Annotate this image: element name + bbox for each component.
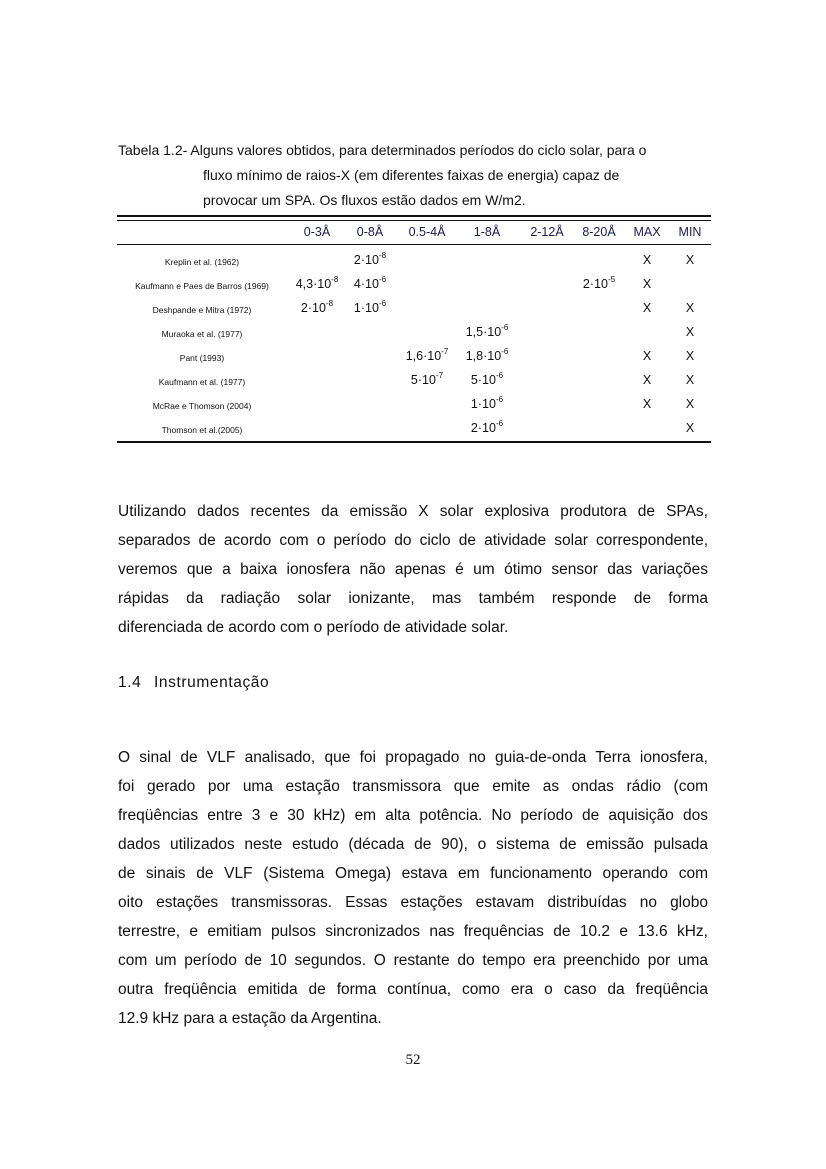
table-cell — [335, 301, 405, 315]
table-cell-exponent: -8 — [378, 251, 387, 260]
table-row-label: Kreplin et al. (1962) — [164, 257, 240, 267]
caption-line-2: fluxo mínimo de raios-X (em diferentes faixas de energia) capaz de — [203, 167, 620, 183]
table-header-cell: MIN — [678, 225, 702, 239]
table-row-label: Muraoka et al. (1977) — [161, 329, 243, 339]
table-cell-value: 5·10 — [410, 373, 436, 387]
paragraph-line: dados utilizados neste estudo (década de 90), o sistema de emissão pulsada — [118, 836, 708, 853]
table-cell-value: 1·10 — [470, 397, 496, 411]
table-header-cell: 0.5-4Å — [408, 225, 446, 239]
table-cell — [335, 253, 405, 267]
table-cell — [335, 277, 405, 291]
table-cell-exponent: -5 — [607, 275, 616, 284]
table-cell-exponent: -6 — [495, 395, 504, 404]
table-cell — [655, 301, 725, 315]
table-row-label: McRae e Thomson (2004) — [152, 401, 252, 411]
paragraph-line: separados de acordo com o período do ciclo de atividade solar correspondente, — [118, 532, 708, 549]
table-cell-value: 1·10 — [353, 301, 379, 315]
table-cell-value: X — [685, 421, 695, 435]
table-cell-value: X — [642, 277, 652, 291]
table-header-cell: 1-8Å — [473, 225, 501, 239]
table-cell — [655, 325, 725, 339]
caption-label: Tabela 1.2- — [118, 142, 188, 158]
table-cell-exponent: -6 — [501, 347, 509, 356]
table-cell-value: 4·10 — [353, 277, 379, 291]
table-cell-value: X — [642, 373, 652, 387]
table-cell — [655, 253, 725, 267]
table-rule-top — [117, 215, 711, 217]
table-cell-value: 2·10 — [353, 253, 379, 267]
paragraph-line: freqüências entre 3 e 30 kHz) em alta potência. No período de aquisição dos — [118, 807, 708, 824]
table-cell-exponent: -7 — [435, 371, 444, 380]
table-cell — [655, 397, 725, 411]
table-cell-exponent: -6 — [495, 371, 504, 380]
table-cell-value: X — [685, 325, 695, 339]
table-header-cell: 0-3Å — [303, 225, 331, 239]
table-cell-value: X — [685, 349, 695, 363]
paragraph-line: de sinais de VLF (Sistema Omega) estava em funcionamento operando com — [118, 865, 708, 882]
section-number: 1.4 — [118, 674, 142, 691]
paragraph-line: 12.9 kHz para a estação da Argentina. — [118, 1010, 382, 1027]
table-cell-value: X — [642, 349, 652, 363]
paragraph-line: foi gerado por uma estação transmissora que emite as ondas rádio (com — [118, 778, 708, 795]
table-cell-value: 1,8·10 — [465, 349, 502, 363]
paragraph-line: terrestre, e emitiam pulsos sincronizados nas frequências de 10.2 e 13.6 kHz, — [118, 923, 708, 940]
table-cell — [655, 373, 725, 387]
table-cell — [452, 397, 522, 411]
paragraph-line: diferenciada de acordo com o período de atividade solar. — [118, 619, 509, 636]
table-cell — [452, 325, 522, 339]
table-header-cell: 8-20Å — [582, 225, 616, 239]
table-cell-value: 1,6·10 — [405, 349, 442, 363]
table-row-label: Kaufmann e Paes de Barros (1969) — [135, 281, 269, 291]
table-header-cell: 2-12Å — [530, 225, 564, 239]
table-cell-value: X — [642, 301, 652, 315]
table-rule-top-inner — [117, 220, 711, 221]
page-number: 52 — [405, 1052, 421, 1068]
table-header-cell: 0-8Å — [356, 225, 384, 239]
table-cell-exponent: -6 — [378, 275, 387, 284]
paragraph-1 — [118, 497, 708, 642]
table-cell — [655, 421, 725, 435]
table-cell-value: 2·10 — [470, 421, 496, 435]
table-row-label: Deshpande e Mitra (1972) — [152, 305, 252, 315]
table-cell-value: X — [685, 397, 695, 411]
table-cell-exponent: -7 — [441, 347, 449, 356]
table-cell-value: X — [642, 397, 652, 411]
paragraph-line: rápidas da radiação solar ionizante, mas também responde de forma — [118, 590, 708, 607]
caption-line-1 — [118, 137, 646, 163]
table-row-label: Pant (1993) — [179, 353, 225, 363]
table-cell-exponent: -6 — [378, 299, 387, 308]
table-cell-value: X — [685, 373, 695, 387]
table-cell-value: X — [685, 253, 695, 267]
table-cell — [452, 349, 522, 363]
table-cell-exponent: -8 — [325, 299, 334, 308]
paragraph-line: O sinal de VLF analisado, que foi propagado no guia-de-onda Terra ionosfera, — [118, 749, 708, 766]
table-cell — [452, 373, 522, 387]
table-cell-value: X — [642, 253, 652, 267]
table-cell — [655, 349, 725, 363]
table-rule-bottom — [117, 441, 711, 443]
paragraph-line: outra freqüência emitida de forma contínua, como era o caso da freqüência — [118, 981, 708, 998]
paragraph-line: Utilizando dados recentes da emissão X solar explosiva produtora de SPAs, — [118, 503, 708, 520]
table-rule-header — [117, 244, 711, 245]
paragraph-line: com um período de 10 segundos. O restante do tempo era preenchido por uma — [118, 952, 708, 969]
paragraph-2 — [118, 743, 708, 1033]
table-cell-value: 2·10 — [582, 277, 608, 291]
table-cell — [612, 277, 682, 291]
paragraph-line: veremos que a baixa ionosfera não apenas é um ótimo sensor das variações — [118, 561, 708, 578]
table-cell — [452, 421, 522, 435]
section-title: Instrumentação — [154, 674, 270, 691]
table-cell-exponent: -8 — [331, 275, 339, 284]
table-cell-value: X — [685, 301, 695, 315]
table-cell-exponent: -6 — [501, 323, 509, 332]
table-cell-exponent: -6 — [495, 419, 504, 428]
table-header-cell: MAX — [633, 225, 661, 239]
table-cell-value: 5·10 — [470, 373, 496, 387]
caption-line-3: provocar um SPA. Os fluxos estão dados em W/m2. — [203, 192, 526, 208]
table-cell-value: 2·10 — [300, 301, 326, 315]
section-heading — [118, 674, 269, 692]
table-cell-value: 4,3·10 — [295, 277, 332, 291]
table-row-label: Kaufmann et al. (1977) — [158, 377, 246, 387]
paragraph-line: oito estações transmissoras. Essas estações estavam distribuídas no globo — [118, 894, 708, 911]
table-row-label: Thomson et al.(2005) — [161, 425, 243, 435]
caption-text-1: Alguns valores obtidos, para determinados períodos do ciclo solar, para o — [190, 142, 647, 158]
table-cell-value: 1,5·10 — [465, 325, 502, 339]
